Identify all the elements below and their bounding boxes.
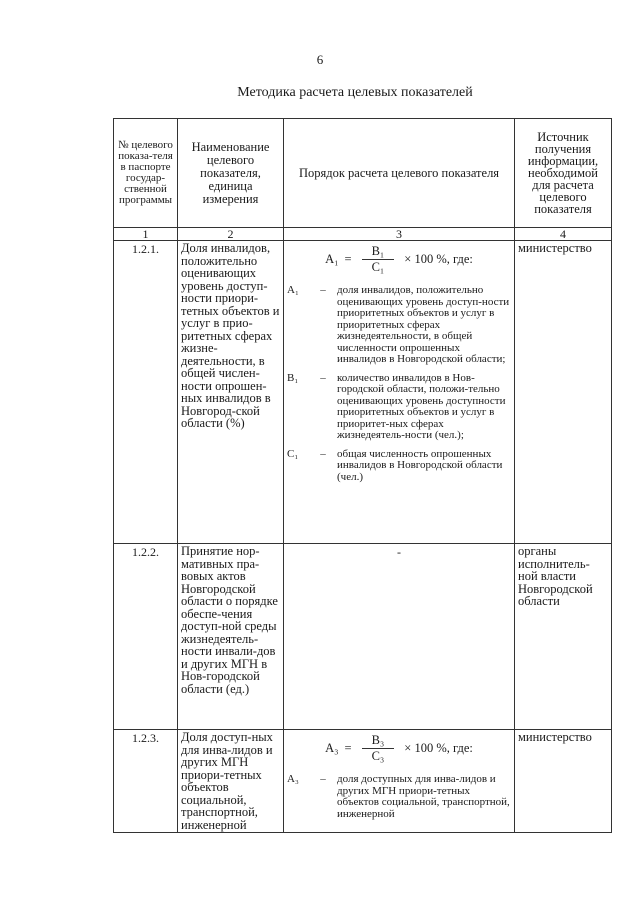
- table-header-row: [114, 119, 612, 228]
- formula-tail: × 100 %, где:: [404, 252, 473, 266]
- definition-symbol: C₁: [287, 447, 299, 460]
- calculation-empty: -: [397, 545, 401, 559]
- column-number: 4: [515, 228, 612, 241]
- row-number: 1.2.2.: [114, 544, 178, 730]
- info-source: министерство: [515, 730, 612, 833]
- definition-item: [287, 449, 511, 484]
- table-row: [114, 730, 612, 833]
- info-source: органы исполнитель-ной власти Новгородской области: [515, 544, 612, 730]
- formula-fraction: [362, 733, 395, 764]
- formula-equals: =: [344, 252, 352, 266]
- definition-dash: –: [320, 447, 326, 460]
- formula: [287, 244, 511, 275]
- column-numbers-row: [114, 228, 612, 241]
- formula-tail: × 100 %, где:: [404, 741, 473, 755]
- header-indicator-name: Наименование целевого показателя, единица измерения: [178, 119, 284, 228]
- formula-lhs: A₁: [325, 252, 339, 266]
- definition-item: [287, 373, 511, 442]
- definition-text: общая численность опрошенных инвалидов в Новгородской области (чел.): [337, 447, 503, 483]
- document-title: Методика расчета целевых показателей: [237, 85, 473, 100]
- definition-dash: –: [320, 773, 326, 785]
- table-row: [114, 544, 612, 730]
- definition-item: [287, 774, 511, 820]
- indicator-name: Доля инвалидов, положительно оценивающих уровень доступ-ности приори-тетных объектов и услуг в прио-ритетных сферах жизне-деятельности, в общей числен-ности опрошен-ных инвалидов в Новгород-ской области (%): [178, 241, 284, 544]
- page-number: 6: [316, 52, 324, 67]
- column-number: 1: [114, 228, 178, 241]
- definition-text: доля доступных для инва-лидов и других МГН приори-тетных объектов социальной, транспортной, инженерной: [337, 773, 510, 820]
- formula-numerator: B₁: [362, 244, 395, 260]
- formula-fraction: [362, 244, 395, 275]
- calculation-method: [284, 241, 515, 544]
- header-info-source: Источник получения информации, необходимой для расчета целевого показателя: [515, 119, 612, 228]
- row-number: 1.2.1.: [114, 241, 178, 544]
- definition-symbol: A₁: [287, 284, 299, 296]
- indicator-name: Доля доступ-ных для инва-лидов и других МГН приори-тетных объектов социальной, транспортной, инженерной: [178, 730, 284, 833]
- definition-symbol: B₁: [287, 371, 299, 384]
- formula-denominator: C₁: [371, 260, 385, 274]
- calculation-method: [284, 544, 515, 730]
- definition-dash: –: [320, 371, 326, 384]
- formula-equals: =: [344, 741, 352, 755]
- definition-dash: –: [320, 284, 326, 296]
- definition-text: количество инвалидов в Нов-городской области, положи-тельно оценивающих уровень доступности приоритетных объектов и услуг в приоритет-ных сферах жизнедеятель-ности (чел.);: [337, 371, 506, 441]
- definition-symbol: A₃: [287, 773, 299, 785]
- indicator-name: Принятие нор-мативных пра-вовых актов Новгородской области о порядке обеспе-чения доступ-ной среды жизнедеятель-ности инвали-дов и других МГН в Нов-городской области (ед.): [178, 544, 284, 730]
- table-row: [114, 241, 612, 544]
- header-indicator-number: № целевого показа-теля в паспорте государ-ственной программы: [114, 119, 178, 228]
- calculation-method: [284, 730, 515, 833]
- definition-item: [287, 285, 511, 366]
- indicators-table: [113, 118, 612, 833]
- definition-text: доля инвалидов, положительно оценивающих уровень доступ-ности приоритетных объектов и услуг в приоритетных сферах жизнедеятельности, в общей численности опрошенных инвалидов в Новгородской области;: [337, 284, 510, 365]
- info-source: министерство: [515, 241, 612, 544]
- formula-lhs: A₃: [325, 741, 339, 755]
- column-number: 3: [284, 228, 515, 241]
- formula-numerator: B₃: [362, 733, 395, 749]
- formula-denominator: C₃: [371, 749, 385, 763]
- header-calculation-method: Порядок расчета целевого показателя: [284, 119, 515, 228]
- formula: [287, 733, 511, 764]
- row-number: 1.2.3.: [114, 730, 178, 833]
- column-number: 2: [178, 228, 284, 241]
